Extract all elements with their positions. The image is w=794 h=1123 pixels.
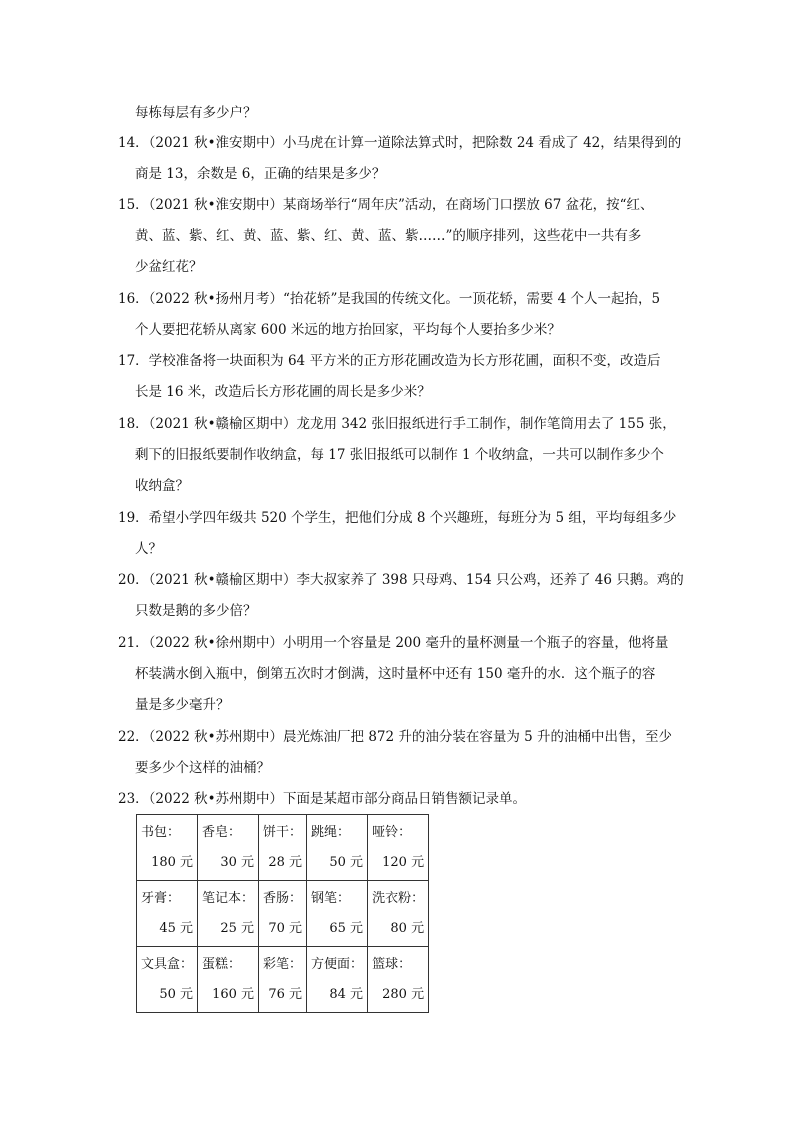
table-cell <box>198 881 259 947</box>
item-name: 钢笔： <box>311 891 351 906</box>
item-price: 120 元 <box>382 855 425 870</box>
text-line: 个人要把花轿从离家 600 米远的地方抬回家，平均每个人要抬多少米？ <box>135 322 561 338</box>
table-cell <box>368 947 429 1013</box>
text-line: 黄、蓝、紫、红、黄、蓝、紫、红、黄、蓝、紫……”的顺序排列，这些花中一共有多 <box>135 228 642 244</box>
item-name: 洗衣粉： <box>372 891 425 906</box>
table-cell <box>137 815 198 881</box>
table-cell <box>307 815 368 881</box>
item-name: 香肠： <box>263 891 303 906</box>
sales-record-table <box>136 814 429 1013</box>
text-line: 只数是鹅的多少倍？ <box>135 603 257 619</box>
item-price: 84 元 <box>329 987 364 1002</box>
table-cell <box>368 815 429 881</box>
item-price: 70 元 <box>268 921 303 936</box>
item-name: 哑铃： <box>372 825 412 840</box>
item-name: 文具盒： <box>141 957 194 972</box>
item-price: 25 元 <box>220 921 255 936</box>
text-line: 人？ <box>135 541 162 557</box>
question-16-line: 16．（2022 秋•扬州月考）“抬花轿”是我国的传统文化。一顶花轿，需要 4 个人一起抬，5 <box>118 291 661 307</box>
item-price: 280 元 <box>382 987 425 1002</box>
text-line: 剩下的旧报纸要制作收纳盒，每 17 张旧报纸可以制作 1 个收纳盒，一共可以制作多少个 <box>135 447 664 463</box>
table-cell <box>259 947 307 1013</box>
item-price: 30 元 <box>220 855 255 870</box>
item-price: 65 元 <box>329 921 364 936</box>
question-18-line: 18．（2021 秋•赣榆区期中）龙龙用 342 张旧报纸进行手工制作，制作笔筒用去了 155 张， <box>118 416 676 432</box>
text-line: 量是多少毫升？ <box>135 697 230 713</box>
table-cell <box>198 815 259 881</box>
item-name: 方便面： <box>311 957 364 972</box>
question-19-line: 19．希望小学四年级共 520 个学生，把他们分成 8 个兴趣班，每班分为 5 组，平均每组多少 <box>118 510 677 526</box>
item-price: 80 元 <box>390 921 425 936</box>
table-cell <box>198 947 259 1013</box>
table-cell <box>259 881 307 947</box>
question-21-line: 21．（2022 秋•徐州期中）小明用一个容量是 200 毫升的量杯测量一个瓶子的容量，他将量 <box>118 635 669 651</box>
question-17-line: 17．学校准备将一块面积为 64 平方米的正方形花圃改造为长方形花圃，面积不变，改造后 <box>118 353 661 369</box>
item-price: 160 元 <box>212 987 255 1002</box>
table-cell <box>137 947 198 1013</box>
item-name: 跳绳： <box>311 825 351 840</box>
question-14-line: 14．（2021 秋•淮安期中）小马虎在计算一道除法算式时，把除数 24 看成了 42，结果得到的 <box>118 135 682 151</box>
item-price: 50 元 <box>329 855 364 870</box>
item-price: 50 元 <box>159 987 194 1002</box>
table-cell <box>137 881 198 947</box>
item-name: 书包： <box>141 825 181 840</box>
item-price: 180 元 <box>151 855 194 870</box>
text-line: 长是 16 米，改造后长方形花圃的周长是多少米？ <box>135 384 431 400</box>
item-price: 28 元 <box>268 855 303 870</box>
table-row <box>137 815 429 881</box>
text-line: 收纳盒？ <box>135 478 189 494</box>
item-name: 彩笔： <box>263 957 303 972</box>
table-cell <box>307 881 368 947</box>
item-name: 篮球： <box>372 957 412 972</box>
item-name: 笔记本： <box>202 891 255 906</box>
item-price: 45 元 <box>159 921 194 936</box>
table-row <box>137 881 429 947</box>
question-15-line: 15．（2021 秋•淮安期中）某商场举行“周年庆”活动，在商场门口摆放 67 盆花，按“红、 <box>118 197 654 213</box>
item-name: 蛋糕： <box>202 957 242 972</box>
text-line: 每栋每层有多少户？ <box>135 105 257 121</box>
table-cell <box>307 947 368 1013</box>
text-line: 要多少个这样的油桶？ <box>135 760 270 776</box>
text-line: 杯装满水倒入瓶中，倒第五次时才倒满，这时量杯中还有 150 毫升的水．这个瓶子的容 <box>135 666 656 682</box>
text-line: 少盆红花？ <box>135 259 203 275</box>
item-price: 76 元 <box>268 987 303 1002</box>
table-row <box>137 947 429 1013</box>
table-cell <box>368 881 429 947</box>
question-23-line: 23．（2022 秋•苏州期中）下面是某超市部分商品日销售额记录单。 <box>118 791 527 807</box>
item-name: 香皂： <box>202 825 242 840</box>
question-20-line: 20．（2021 秋•赣榆区期中）李大叔家养了 398 只母鸡、154 只公鸡，还养了 46 只鹅。鸡的 <box>118 572 684 588</box>
item-name: 饼干： <box>263 825 303 840</box>
item-name: 牙膏： <box>141 891 181 906</box>
question-22-line: 22．（2022 秋•苏州期中）晨光炼油厂把 872 升的油分装在容量为 5 升的油桶中出售，至少 <box>118 729 673 745</box>
text-line: 商是 13，余数是 6，正确的结果是多少？ <box>135 166 386 182</box>
table-cell <box>259 815 307 881</box>
